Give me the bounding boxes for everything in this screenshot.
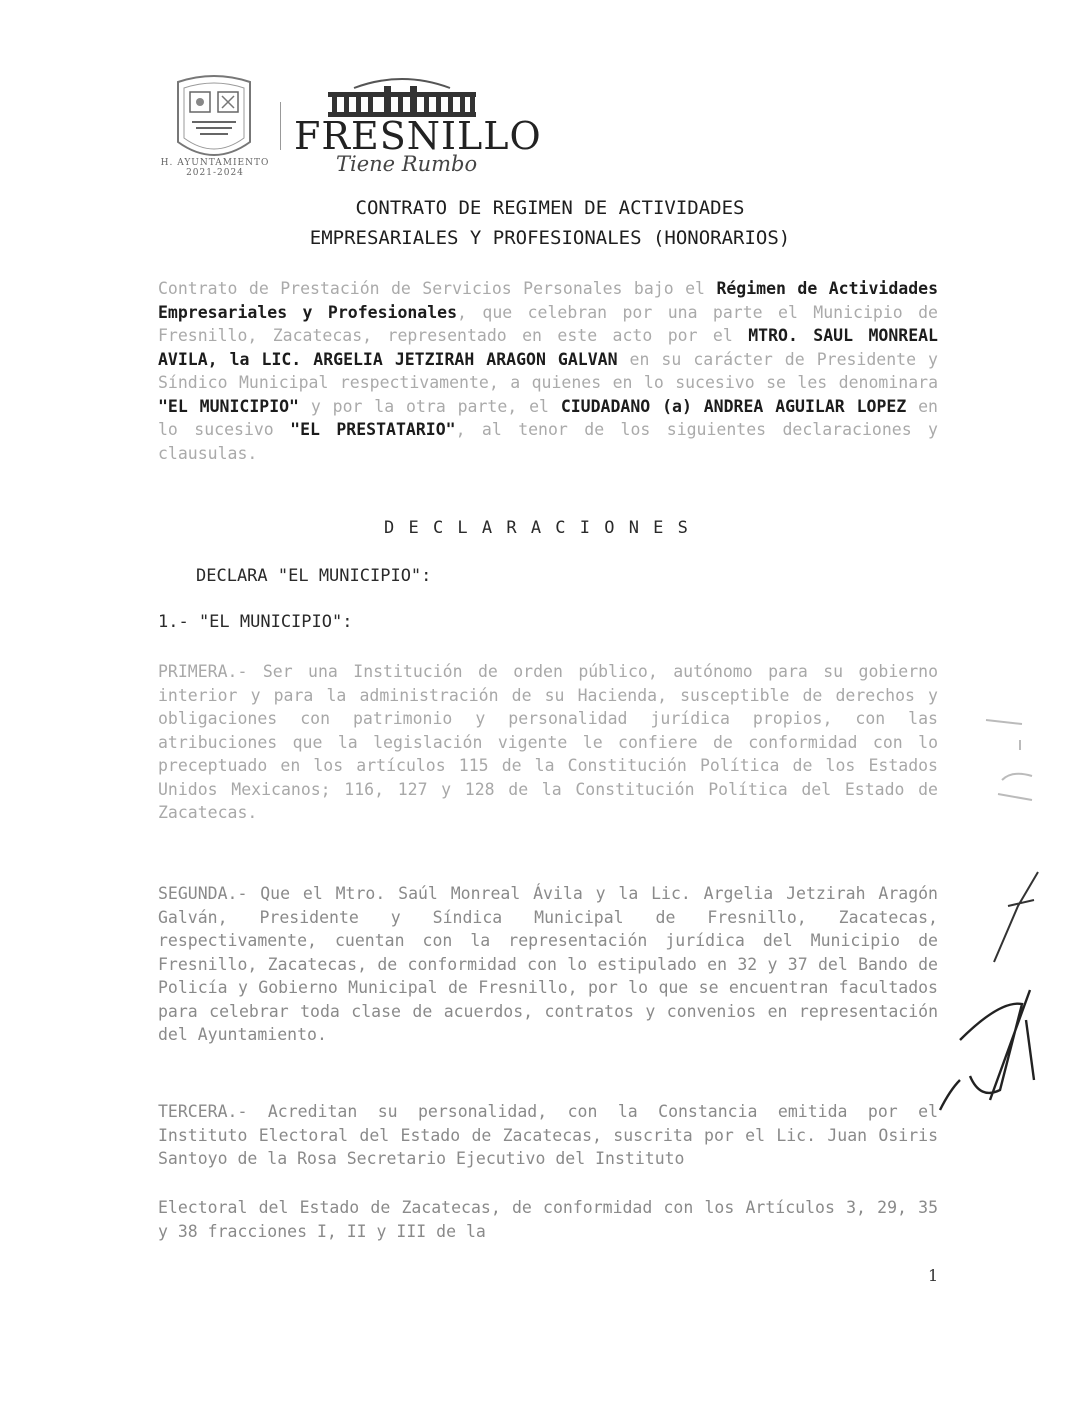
intro-paragraph — [158, 277, 938, 465]
intro-text-1: Contrato de Prestación de Servicios Personales bajo el — [158, 279, 717, 298]
intro-text-5: en lo sucesivo — [158, 396, 938, 439]
intro-text-3: en su carácter de Presidente y Síndico Municipal respectivamente, a quienes en lo sucesivo se les denominara — [158, 349, 938, 392]
intro-text-2: , que celebran por una parte el Municipio de Fresnillo, Zacatecas, representado en este acto por el — [158, 302, 938, 345]
clause-tercera-part2: Electoral del Estado de Zacatecas, de conformidad con los Artículos 3, 29, 35 y 38 fracciones I, II y III de la — [158, 1198, 938, 1241]
intro-text-4: y por la otra parte, el — [299, 396, 561, 416]
brand-slogan: Tiene Rumbo — [336, 152, 478, 176]
intro-prestatario: "EL PRESTATARIO" — [290, 420, 456, 439]
header-divider — [280, 102, 281, 150]
seal-caption-line1: H. AYUNTAMIENTO — [160, 158, 270, 168]
declaraciones-heading: D E C L A R A C I O N E S — [384, 518, 690, 538]
document-title-line2: EMPRESARIALES Y PROFESIONALES (HONORARIOS) — [309, 227, 791, 249]
page-number: 1 — [928, 1266, 939, 1285]
intro-text-6: , al tenor de los siguientes declaraciones y clausulas. — [158, 420, 938, 463]
clause-tercera-part1: TERCERA.- Acreditan su personalidad, con la Constancia emitida por el Instituto Electoral del Estado de Zacatecas, suscrita por el Lic. Juan Osiris Santoyo de la Rosa Secretario Ejecutivo del Instituto — [158, 1102, 938, 1168]
faint-margin-mark — [982, 710, 1042, 806]
intro-ciudadano: CIUDADANO (a) — [560, 396, 692, 416]
intro-officials: MTRO. SAUL MONREAL AVILA, la LIC. ARGELIA JETZIRAH ARAGON GALVAN — [158, 326, 938, 369]
intro-contractor-name: ANDREA AGUILAR LOPEZ — [691, 396, 907, 416]
margin-signature-icon — [930, 980, 1050, 1120]
seal-caption-line2: 2021-2024 — [186, 168, 244, 178]
brand-wordmark: FRESNILLO — [294, 114, 542, 158]
margin-initial-mark — [988, 866, 1048, 966]
document-title-line1: CONTRATO DE REGIMEN DE ACTIVIDADES — [355, 197, 745, 219]
clause-segunda: SEGUNDA.- Que el Mtro. Saúl Monreal Ávila y la Lic. Argelia Jetzirah Aragón Galván, Presidente y Síndica Municipal de Fresnillo, Zacatecas, respectivamente, cuentan con la representación jurídica del Municipio de Fresnillo, Zacatecas, de conformidad con lo estipulado en 32 y 37 del Bando de Policía y Gobierno Municipal de Fresnillo, por lo que se encuentran facultados para celebrar toda clase de acuerdos, contratos y convenios en representación del Ayuntamiento. — [158, 884, 938, 1044]
clause-primera: PRIMERA.- Ser una Institución de orden público, autónomo para su gobierno interior y para la administración de su Hacienda, susceptible de derechos y obligaciones con patrimonio y personalidad jurídica propios, con las atribuciones que la legislación vigente le confiere de conformidad con lo preceptuado en los artículos 115 de la Constitución Política de los Estados Unidos Mexicanos; 116, 127 y 128 de la Constitución Política del Estado de Zacatecas. — [158, 662, 938, 822]
intro-regime-name: Régimen de Actividades Empresariales y Profesionales — [158, 279, 938, 322]
seal-caption — [160, 158, 270, 178]
declara-municipio-heading: DECLARA "EL MUNICIPIO": — [196, 566, 432, 586]
item-1-heading: 1.- "EL MUNICIPIO": — [158, 612, 353, 632]
intro-municipio: "EL MUNICIPIO" — [158, 396, 299, 416]
